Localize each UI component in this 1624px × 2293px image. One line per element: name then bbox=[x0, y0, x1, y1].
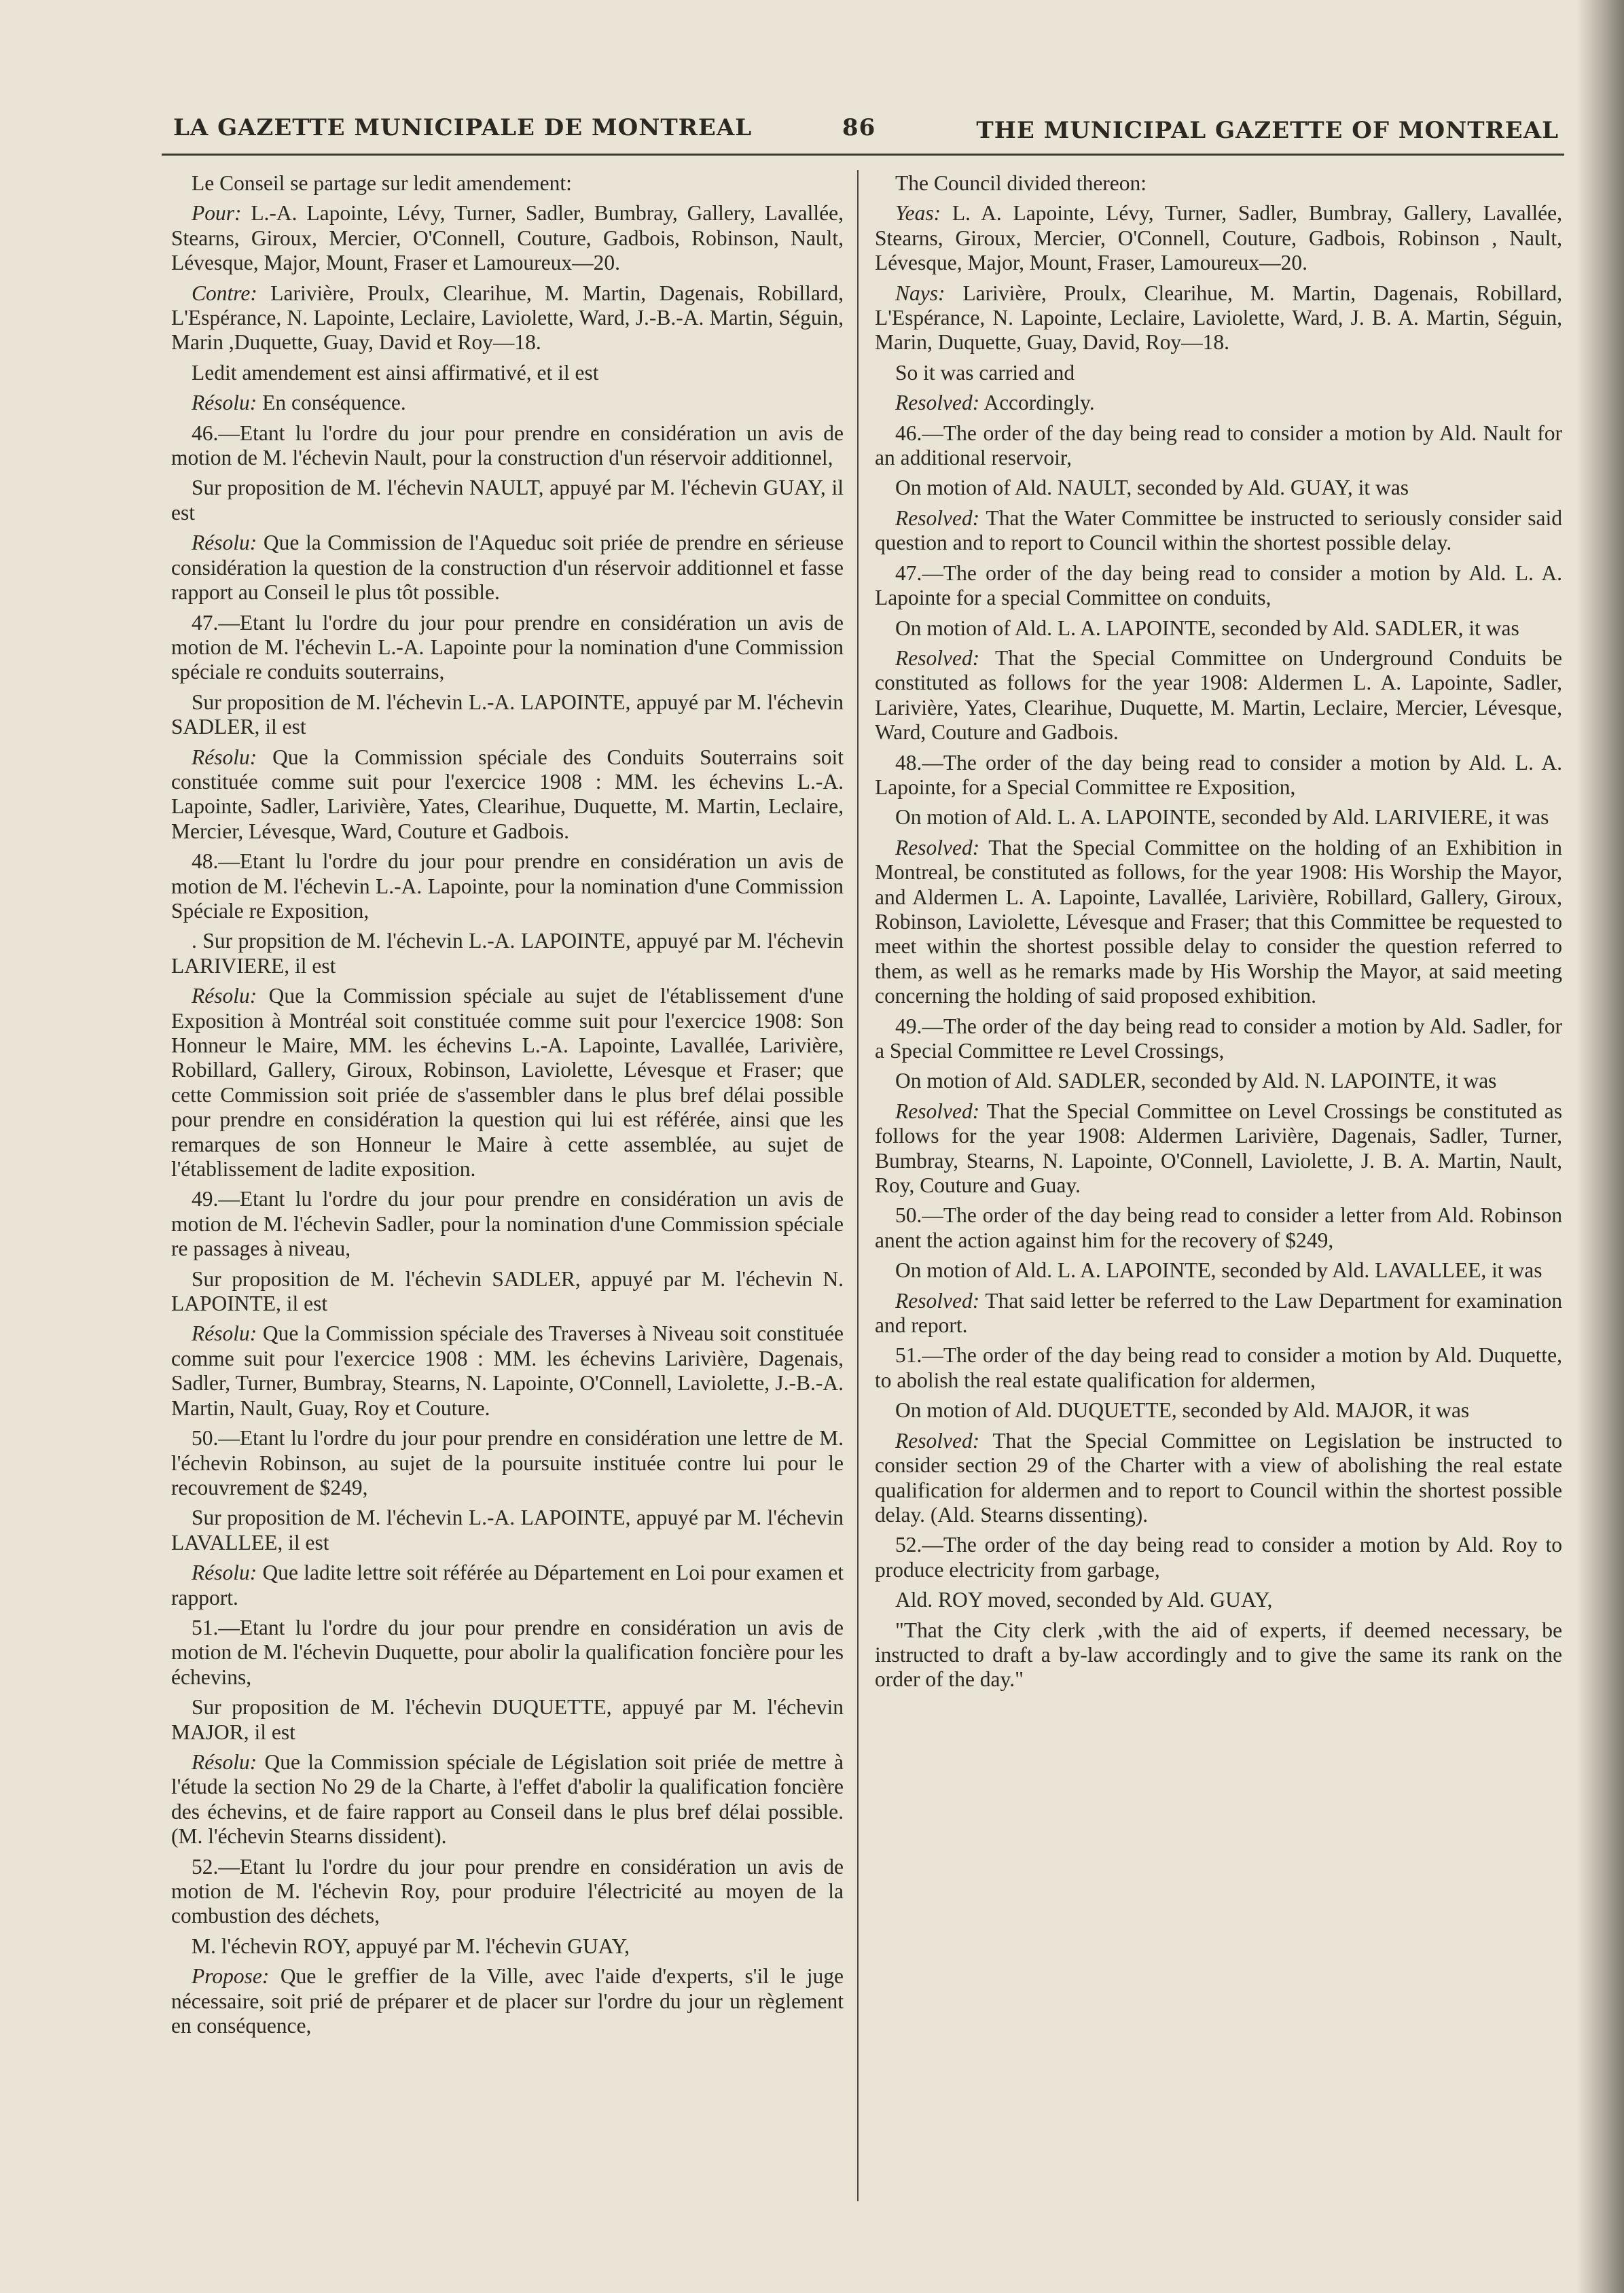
paragraph-text: 52.—Etant lu l'ordre du jour pour prendre en considération un avis de motion de M. l'échevin Roy, pour produire l'électricité au moyen de la combustion des déchets, bbox=[171, 1854, 844, 1928]
paragraph-label: Résolu: bbox=[192, 1561, 257, 1585]
paragraph-label: Contre: bbox=[192, 281, 257, 305]
french-paragraph bbox=[171, 1616, 844, 1690]
english-paragraph bbox=[875, 391, 1562, 415]
paragraph-text: Sur proposition de M. l'échevin L.-A. LAPOINTE, appuyé par M. l'échevin SADLER, il est bbox=[171, 690, 844, 739]
paragraph-text: 47.—The order of the day being read to consider a motion by Ald. L. A. Lapointe for a special Committee on conduits, bbox=[875, 561, 1562, 610]
paragraph-text: Que la Commission spéciale des Traverses à Niveau soit constituée comme suit pour l'exercice 1908 : MM. les échevins Larivière, Dagenais, Sadler, Turner, Bumbray, Stearns, N. Lapointe, O'Connell, Laviolette, J.-B.-A. Martin, Nault, Guay, Roy et Couture. bbox=[171, 1321, 844, 1420]
paragraph-text: 48.—Etant lu l'ordre du jour pour prendre en considération un avis de motion de M. l'échevin L.-A. Lapointe, pour la nomination d'une Commission Spéciale re Exposition, bbox=[171, 849, 844, 923]
french-paragraph bbox=[171, 690, 844, 740]
paragraph-text: 49.—The order of the day being read to consider a motion by Ald. Sadler, for a Special Committee re Level Crossings, bbox=[875, 1014, 1562, 1063]
paragraph-text: 48.—The order of the day being read to consider a motion by Ald. L. A. Lapointe, for a Special Committee re Exposition, bbox=[875, 750, 1562, 799]
paragraph-label: Propose: bbox=[192, 1964, 270, 1989]
english-paragraph bbox=[875, 751, 1562, 800]
paragraph-text: 52.—The order of the day being read to consider a motion by Ald. Roy to produce electricity from garbage, bbox=[875, 1533, 1562, 1582]
french-paragraph bbox=[171, 611, 844, 685]
paragraph-label: Résolu: bbox=[192, 531, 257, 555]
paragraph-text: Sur proposition de M. l'échevin SADLER, appuyé par M. l'échevin N. LAPOINTE, il est bbox=[171, 1266, 844, 1316]
french-paragraph bbox=[171, 421, 844, 471]
french-paragraph bbox=[171, 1321, 844, 1421]
column-divider bbox=[857, 170, 859, 2201]
paragraph-text: 51.—Etant lu l'ordre du jour pour prendre en considération un avis de motion de M. l'échevin Duquette, pour abolir la qualification foncière pour les échevins, bbox=[171, 1615, 844, 1689]
english-paragraph bbox=[875, 561, 1562, 611]
paragraph-text: 47.—Etant lu l'ordre du jour pour prendre en considération un avis de motion de M. l'échevin L.-A. Lapointe pour la nomination d'une Commission spéciale re conduits souterrains, bbox=[171, 610, 844, 684]
french-paragraph bbox=[171, 1934, 844, 1959]
paragraph-text: Sur proposition de M. l'échevin L.-A. LAPOINTE, appuyé par M. l'échevin LAVALLEE, il est bbox=[171, 1506, 844, 1554]
header-english-title: THE MUNICIPAL GAZETTE OF MONTREAL bbox=[976, 117, 1559, 144]
header-rule bbox=[162, 154, 1564, 156]
paragraph-label: Yeas: bbox=[895, 201, 941, 226]
french-paragraph bbox=[171, 929, 844, 978]
english-paragraph bbox=[875, 1398, 1562, 1423]
english-paragraph bbox=[875, 1014, 1562, 1064]
english-paragraph bbox=[875, 1289, 1562, 1338]
english-paragraph bbox=[875, 281, 1562, 355]
paragraph-text: Larivière, Proulx, Clearihue, M. Martin, Dagenais, Robillard, L'Espérance, N. Lapointe, Leclaire, Laviolette, Ward, J.-B.-A. Martin, Séguin, Marin ,Duquette, Guay, David et Roy—18. bbox=[171, 281, 844, 355]
paragraph-text: So it was carried and bbox=[895, 360, 1075, 385]
english-column bbox=[875, 163, 1562, 1698]
header-french-title: LA GAZETTE MUNICIPALE DE MONTREAL bbox=[173, 114, 753, 141]
paragraph-text: 50.—Etant lu l'ordre du jour pour prendre en considération une lettre de M. l'échevin Robinson, au sujet de la poursuite instituée contre lui pour le recouvrement de $249, bbox=[171, 1426, 844, 1499]
english-paragraph bbox=[875, 1099, 1562, 1198]
paragraph-text: . Sur propsition de M. l'échevin L.-A. LAPOINTE, appuyé par M. l'échevin LARIVIERE, il est bbox=[171, 929, 844, 978]
paragraph-label: Résolu: bbox=[192, 745, 257, 769]
paragraph-label: Résolu: bbox=[192, 391, 257, 415]
paragraph-label: Resolved: bbox=[895, 645, 980, 670]
english-paragraph bbox=[875, 1429, 1562, 1528]
english-paragraph bbox=[875, 805, 1562, 830]
paragraph-label: Resolved: bbox=[895, 391, 980, 415]
english-paragraph bbox=[875, 1203, 1562, 1253]
paragraph-text: Que la Commission de l'Aqueduc soit priée de prendre en sérieuse considération la question de la construction d'un réservoir additionnel et fasse rapport au Conseil le plus tôt possible. bbox=[171, 531, 844, 605]
paragraph-text: Que la Commission spéciale au sujet de l'établissement d'une Exposition à Montréal soit constituée comme suit pour l'exercice 1908: Son Honneur le Maire, MM. les échevins L.-A. Lapointe, Lavallée, Larivière, Robillard, Gallery, Giroux, Robinson, Laviolette, Lévesque et Fraser; que cette Commission soit priée de s'assembler dans le plus bref délai possible pour prendre en considération la question qui lui est référée, ainsi que les remarques de son Honneur le Maire à cette assemblée, au sujet de l'établissement de ladite exposition. bbox=[171, 984, 844, 1181]
paragraph-text: Ledit amendement est ainsi affirmativé, et il est bbox=[192, 360, 599, 385]
paragraph-label: Nays: bbox=[895, 281, 945, 305]
english-paragraph bbox=[875, 421, 1562, 471]
paragraph-text: On motion of Ald. L. A. LAPOINTE, seconded by Ald. SADLER, it was bbox=[895, 616, 1519, 640]
english-paragraph bbox=[875, 201, 1562, 275]
paragraph-text: Que le greffier de la Ville, avec l'aide d'experts, s'il le juge nécessaire, soit prié de préparer et de placer sur l'ordre du jour un règlement en conséquence, bbox=[171, 1964, 844, 2038]
paragraph-text: 49.—Etant lu l'ordre du jour pour prendre en considération un avis de motion de M. l'échevin Sadler, pour la nomination d'une Commission spéciale re passages à niveau, bbox=[171, 1187, 844, 1261]
paragraph-text: That the Special Committee on Underground Conduits be constituted as follows for the year 1908: Aldermen L. A. Lapointe, Sadler, Larivière, Yates, Clearihue, Duquette, M. Martin, Leclaire, Mercier, Lévesque, Ward, Couture and Gadbois. bbox=[875, 645, 1562, 745]
paragraph-label: Résolu: bbox=[192, 1321, 257, 1346]
paragraph-text: On motion of Ald. DUQUETTE, seconded by Ald. MAJOR, it was bbox=[895, 1398, 1470, 1423]
paragraph-text: 46.—The order of the day being read to consider a motion by Ald. Nault for an additional reservoir, bbox=[875, 421, 1562, 470]
paragraph-label: Resolved: bbox=[895, 1288, 980, 1313]
paragraph-text: Sur proposition de M. l'échevin DUQUETTE, appuyé par M. l'échevin MAJOR, il est bbox=[171, 1695, 844, 1744]
paragraph-label: Résolu: bbox=[192, 984, 257, 1008]
english-paragraph bbox=[875, 1618, 1562, 1692]
french-paragraph bbox=[171, 1426, 844, 1500]
french-paragraph bbox=[171, 171, 844, 196]
french-paragraph bbox=[171, 1695, 844, 1745]
paragraph-text: 51.—The order of the day being read to consider a motion by Ald. Duquette, to abolish the real estate qualification for aldermen, bbox=[875, 1343, 1562, 1392]
paragraph-text: M. l'échevin ROY, appuyé par M. l'échevin GUAY, bbox=[192, 1934, 630, 1958]
paragraph-text: On motion of Ald. NAULT, seconded by Ald. GUAY, it was bbox=[895, 476, 1409, 500]
paragraph-text: En conséquence. bbox=[257, 391, 406, 415]
french-paragraph bbox=[171, 201, 844, 275]
paragraph-text: "That the City clerk ,with the aid of experts, if deemed necessary, be instructed to draft a by-law accordingly and to give the same its rank on the order of the day." bbox=[875, 1618, 1562, 1692]
english-paragraph bbox=[875, 646, 1562, 745]
french-paragraph bbox=[171, 1855, 844, 1929]
english-paragraph bbox=[875, 1588, 1562, 1612]
english-paragraph bbox=[875, 361, 1562, 385]
page-edge-shadow bbox=[1576, 0, 1624, 2293]
paragraph-text: That said letter be referred to the Law Department for examination and report. bbox=[875, 1288, 1562, 1338]
paragraph-label: Résolu: bbox=[192, 1749, 257, 1774]
paragraph-label: Resolved: bbox=[895, 1428, 980, 1453]
paragraph-text: The Council divided thereon: bbox=[895, 171, 1147, 195]
paragraph-text: 50.—The order of the day being read to consider a letter from Ald. Robinson anent the action against him for the recovery of $249, bbox=[875, 1203, 1562, 1252]
paragraph-text: That the Water Committee be instructed to seriously consider said question and to report to Council within the shortest possible delay. bbox=[875, 505, 1562, 555]
paragraph-text: Que ladite lettre soit référée au Département en Loi pour examen et rapport. bbox=[171, 1561, 844, 1610]
page-header bbox=[173, 109, 1559, 149]
english-paragraph bbox=[875, 836, 1562, 1009]
french-paragraph bbox=[171, 849, 844, 923]
paragraph-text: On motion of Ald. L. A. LAPOINTE, seconded by Ald. LARIVIERE, it was bbox=[895, 805, 1549, 830]
paragraph-text: L. A. Lapointe, Lévy, Turner, Sadler, Bumbray, Gallery, Lavallée, Stearns, Giroux, Mercier, O'Connell, Couture, Gadbois, Robinson , Nault, Lévesque, Major, Mount, Fraser, Lamoureux—20. bbox=[875, 201, 1562, 275]
english-paragraph bbox=[875, 616, 1562, 641]
paragraph-text: Accordingly. bbox=[979, 391, 1095, 415]
paragraph-text: Le Conseil se partage sur ledit amendement: bbox=[192, 171, 572, 195]
english-paragraph bbox=[875, 1069, 1562, 1093]
french-paragraph bbox=[171, 281, 844, 355]
paragraph-text: On motion of Ald. L. A. LAPOINTE, seconded by Ald. LAVALLEE, it was bbox=[895, 1258, 1542, 1283]
paragraph-text: 46.—Etant lu l'ordre du jour pour prendre en considération un avis de motion de M. l'échevin Nault, pour la construction d'un réservoir additionnel, bbox=[171, 421, 844, 470]
paragraph-text: L.-A. Lapointe, Lévy, Turner, Sadler, Bumbray, Gallery, Lavallée, Stearns, Giroux, Mercier, O'Connell, Couture, Gadbois, Robinson, Nault, Lévesque, Major, Mount, Fraser et Lamoureux—20. bbox=[171, 201, 844, 275]
paragraph-text: Que la Commission spéciale des Conduits Souterrains soit constituée comme suit pour l'exercice 1908 : MM. les échevins L.-A. Lapointe, Sadler, Larivière, Yates, Clearihue, Duquette, M. Martin, Leclaire, Mercier, Lévesque, Ward, Couture et Gadbois. bbox=[171, 745, 844, 843]
paragraph-label: Resolved: bbox=[895, 1099, 980, 1123]
french-paragraph bbox=[171, 361, 844, 385]
french-paragraph bbox=[171, 391, 844, 415]
english-paragraph bbox=[875, 1533, 1562, 1582]
english-paragraph bbox=[875, 476, 1562, 500]
french-paragraph bbox=[171, 476, 844, 525]
english-paragraph bbox=[875, 171, 1562, 196]
paragraph-text: That the Special Committee on the holding of an Exhibition in Montreal, be constituted as follows, for the year 1908: His Worship the Mayor, and Aldermen L. A. Lapointe, Lavallée, Larivière, Robillard, Gallery, Giroux, Robinson, Laviolette, Lévesque and Fraser; that this Committee be requested to meet within the shortest possible delay to consider the question referred to them, as well as he remarks made by His Worship the Mayor, at said meeting concerning the holding of said proposed exhibition. bbox=[875, 835, 1562, 1008]
english-paragraph bbox=[875, 1258, 1562, 1283]
english-paragraph bbox=[875, 506, 1562, 556]
paragraph-text: Ald. ROY moved, seconded by Ald. GUAY, bbox=[895, 1588, 1273, 1612]
english-paragraph bbox=[875, 1343, 1562, 1393]
paragraph-text: That the Special Committee on Level Crossings be constituted as follows for the year 1908: Aldermen Larivière, Dagenais, Sadler, Turner, Bumbray, Stearns, N. Lapointe, O'Connell, Laviolette, J. B. A. Martin, Nault, Roy, Couture and Guay. bbox=[875, 1099, 1562, 1198]
french-paragraph bbox=[171, 984, 844, 1181]
paragraph-label: Resolved: bbox=[895, 835, 980, 859]
french-paragraph bbox=[171, 531, 844, 605]
paragraph-label: Pour: bbox=[192, 201, 242, 226]
french-paragraph bbox=[171, 745, 844, 845]
paragraph-text: Sur proposition de M. l'échevin NAULT, appuyé par M. l'échevin GUAY, il est bbox=[171, 476, 844, 525]
french-column bbox=[171, 163, 844, 2044]
french-paragraph bbox=[171, 1561, 844, 1610]
paragraph-text: Larivière, Proulx, Clearihue, M. Martin, Dagenais, Robillard, L'Espérance, N. Lapointe, Leclaire, Laviolette, Ward, J. B. A. Martin, Séguin, Marin, Duquette, Guay, David, Roy—18. bbox=[875, 281, 1562, 355]
french-paragraph bbox=[171, 1750, 844, 1849]
french-paragraph bbox=[171, 1187, 844, 1261]
paragraph-label: Resolved: bbox=[895, 505, 980, 530]
paragraph-text: On motion of Ald. SADLER, seconded by Ald. N. LAPOINTE, it was bbox=[895, 1069, 1497, 1093]
french-paragraph bbox=[171, 1964, 844, 2038]
french-paragraph bbox=[171, 1506, 844, 1555]
french-paragraph bbox=[171, 1267, 844, 1317]
paragraph-text: That the Special Committee on Legislation be instructed to consider section 29 of the Charter with a view of abolishing the real estate qualification for aldermen and to report to Council within the shortest possible delay. (Ald. Stearns dissenting). bbox=[875, 1428, 1562, 1527]
page-number: 86 bbox=[842, 114, 876, 141]
paragraph-text: Que la Commission spéciale de Législation soit priée de mettre à l'étude la section No 29 de la Charte, à l'effet d'abolir la qualification foncière des échevins, et de faire rapport au Conseil dans le plus bref délai possible. (M. l'échevin Stearns dissident). bbox=[171, 1749, 844, 1849]
